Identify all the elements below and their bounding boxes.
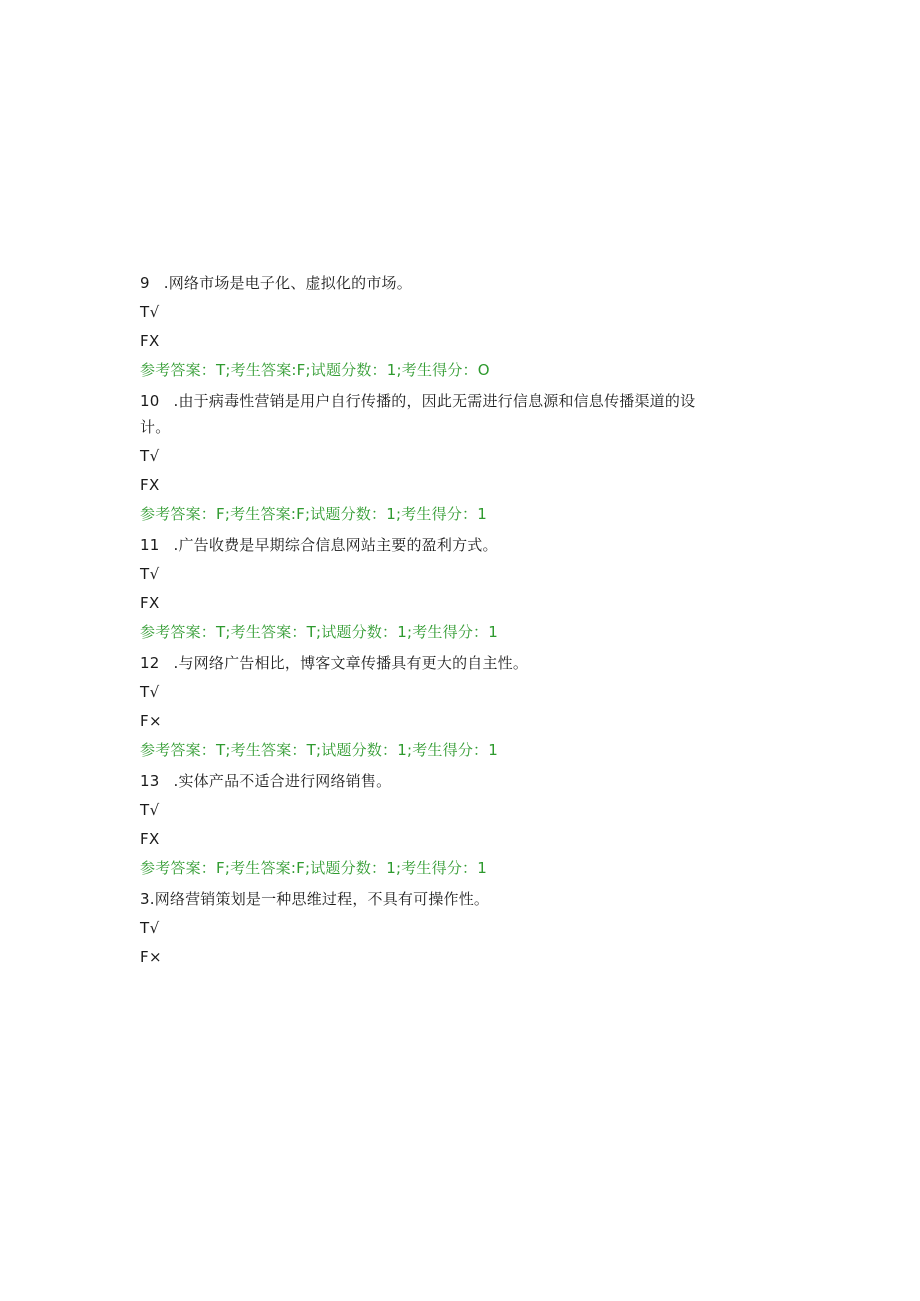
- question-text: [140, 532, 700, 558]
- question-item: [140, 532, 700, 645]
- answer-line: 参考答案：F;考生答案:F;试题分数：1;考生得分：1: [140, 859, 487, 877]
- option-false: F×: [140, 712, 162, 730]
- answer-line: 参考答案：T;考生答案：T;试题分数：1;考生得分：1: [140, 741, 498, 759]
- option-false: FX: [140, 476, 160, 494]
- question-stem: .网络市场是电子化、虚拟化的市场。: [163, 274, 412, 292]
- question-item: [140, 650, 700, 763]
- question-text: [140, 270, 700, 296]
- question-number: 11: [140, 536, 160, 554]
- option-true: T√: [140, 919, 160, 937]
- option-false: F×: [140, 948, 162, 966]
- option-true: T√: [140, 447, 160, 465]
- question-item: [140, 886, 700, 970]
- answer-line: 参考答案：F;考生答案:F;试题分数：1;考生得分：1: [140, 505, 487, 523]
- question-stem: .与网络广告相比，博客文章传播具有更大的自主性。: [173, 654, 529, 672]
- question-text: [140, 650, 700, 676]
- option-false: FX: [140, 830, 160, 848]
- question-stem: .由于病毒性营销是用户自行传播的，因此无需进行信息源和信息传播渠道的设计。: [140, 392, 696, 436]
- question-text: [140, 768, 700, 794]
- option-true: T√: [140, 683, 160, 701]
- option-true: T√: [140, 801, 160, 819]
- option-true: T√: [140, 303, 160, 321]
- question-stem: .广告收费是早期综合信息网站主要的盈利方式。: [173, 536, 498, 554]
- question-number: 10: [140, 392, 160, 410]
- option-true: T√: [140, 565, 160, 583]
- answer-line: 参考答案：T;考生答案：T;试题分数：1;考生得分：1: [140, 623, 498, 641]
- option-false: FX: [140, 332, 160, 350]
- question-number: 9: [140, 274, 150, 292]
- answer-line: 参考答案：T;考生答案:F;试题分数：1;考生得分：O: [140, 361, 490, 379]
- question-item: [140, 270, 700, 383]
- question-number: 12: [140, 654, 160, 672]
- option-false: FX: [140, 594, 160, 612]
- question-list: [140, 270, 700, 973]
- question-stem: .实体产品不适合进行网络销售。: [173, 772, 392, 790]
- question-item: [140, 768, 700, 881]
- question-number: 13: [140, 772, 160, 790]
- question-text: 3.网络营销策划是一种思维过程，不具有可操作性。: [140, 890, 490, 908]
- question-item: [140, 388, 700, 527]
- question-text: [140, 388, 700, 440]
